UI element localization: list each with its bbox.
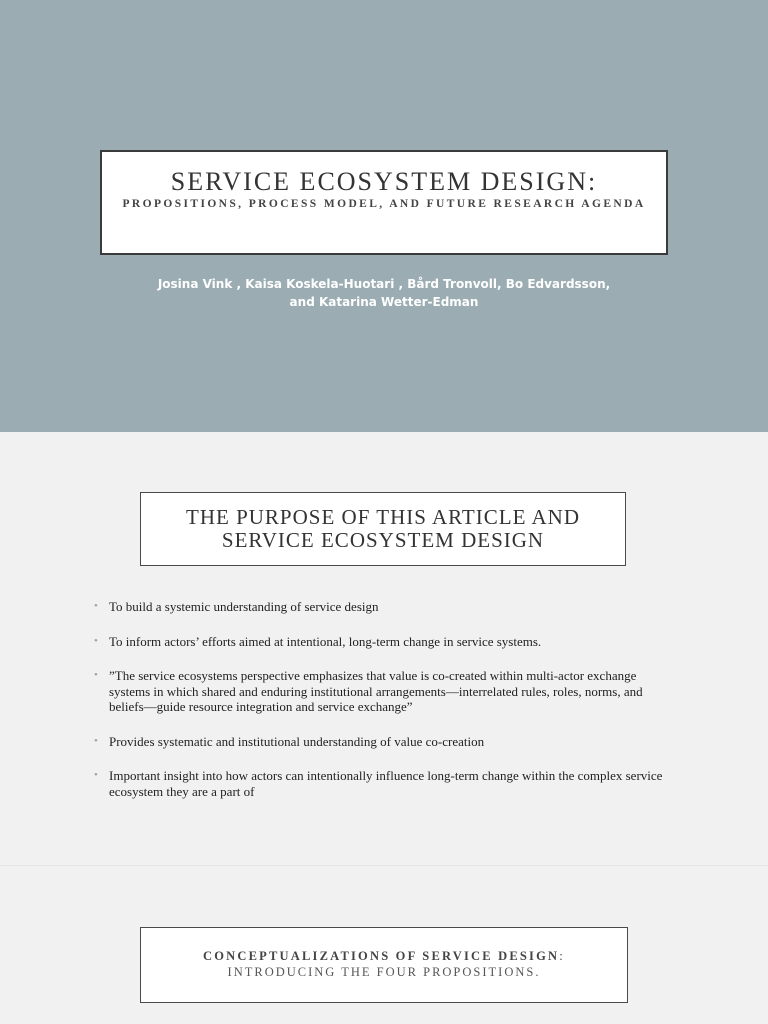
conceptualizations-title-text: CONCEPTUALIZATIONS OF SERVICE DESIGN (203, 949, 560, 963)
bullet-icon: • (94, 600, 98, 612)
conceptualizations-title-box (140, 927, 628, 1003)
bullet-item (92, 668, 667, 715)
title-box (100, 150, 668, 255)
conceptualizations-title (141, 948, 627, 964)
title-slide (0, 0, 768, 432)
purpose-title-line-2: SERVICE ECOSYSTEM DESIGN (221, 528, 545, 552)
bullet-item (92, 768, 667, 799)
presentation-title: SERVICE ECOSYSTEM DESIGN: (170, 167, 598, 196)
purpose-slide (0, 432, 768, 865)
authors (0, 275, 768, 311)
conceptualizations-slide (0, 865, 768, 1024)
bullet-text: To inform actors’ efforts aimed at intentional, long-term change in service systems. (109, 633, 542, 649)
conceptualizations-subtitle: INTRODUCING THE FOUR PROPOSITIONS. (227, 965, 541, 979)
bullet-icon: • (94, 669, 98, 681)
bullet-text: ”The service ecosystems perspective emphasizes that value is co-created within multi-actor exchange systems in which shared and enduring institutional arrangements—interrelated rules, roles, norms, and beliefs—guide resource integration and service exchange” (109, 668, 643, 714)
bullet-text: Provides systematic and institutional understanding of value co-creation (109, 733, 485, 749)
purpose-title-box (140, 492, 626, 566)
bullet-item (92, 634, 667, 650)
bullet-list (92, 599, 667, 818)
bullet-text: To build a systemic understanding of service design (109, 599, 379, 614)
purpose-title-line-1: THE PURPOSE OF THIS ARTICLE AND (186, 505, 580, 529)
authors-line-2: and Katarina Wetter-Edman (289, 295, 479, 309)
title-colon: : (559, 949, 565, 963)
bullet-icon: • (94, 769, 98, 781)
bullet-icon: • (94, 734, 98, 747)
bullet-icon: • (94, 634, 98, 647)
bullet-item (92, 734, 667, 750)
authors-line-1: Josina Vink , Kaisa Koskela-Huotari , Bård Tronvoll, Bo Edvardsson, (157, 277, 611, 291)
bullet-text: Important insight into how actors can intentionally influence long-term change within the complex service ecosystem they are a part of (109, 768, 663, 799)
presentation-subtitle: PROPOSITIONS, PROCESS MODEL, AND FUTURE RESEARCH AGENDA (122, 198, 646, 210)
bullet-item (92, 599, 667, 615)
